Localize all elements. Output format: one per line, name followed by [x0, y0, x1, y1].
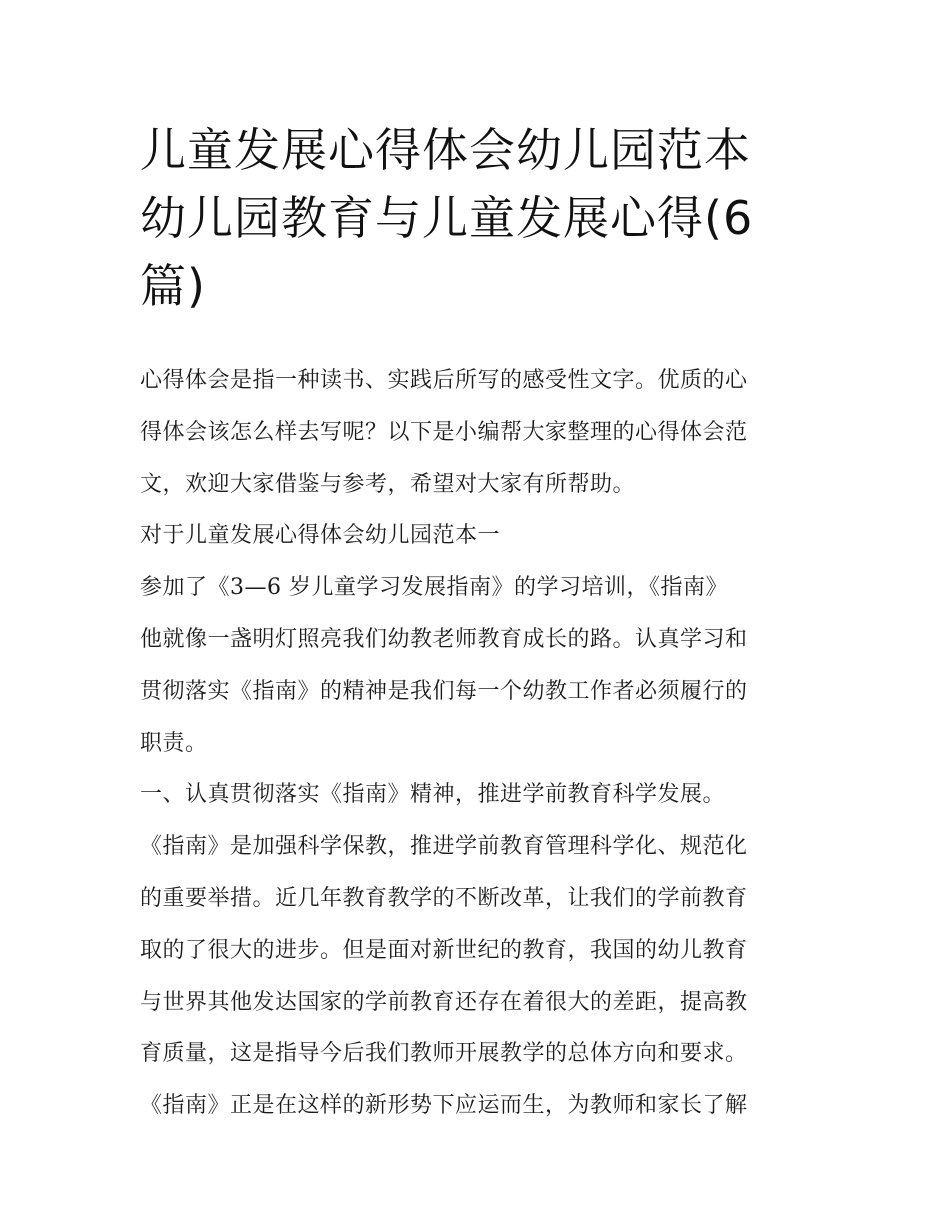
text-line: 的重要举措。近几年教育教学的不断改革，让我们的学前教育: [140, 885, 748, 911]
title-line-2: 幼儿园教育与儿童发展心得(6: [140, 191, 754, 245]
document-body: [140, 355, 812, 1132]
text-line: 参加了《3—6 岁儿童学习发展指南》的学习培训，《指南》: [140, 575, 728, 601]
intro-paragraph: [140, 355, 812, 510]
text-line: 取的了很大的进步。但是面对新世纪的教育，我国的幼儿教育: [140, 937, 748, 963]
subsection-heading: [140, 769, 812, 821]
text-line: 《指南》是加强科学保教，推进学前教育管理科学化、规范化: [140, 834, 748, 860]
body-paragraph: [140, 821, 812, 1132]
text-line: 职责。: [140, 730, 208, 756]
title-line-3: 篇): [140, 259, 206, 313]
text-line: 育质量，这是指导今后我们教师开展教学的总体方向和要求。: [140, 1041, 748, 1067]
text-line: 文，欢迎大家借鉴与参考，希望对大家有所帮助。: [140, 471, 636, 497]
text-line: 对于儿童发展心得体会幼儿园范本一: [140, 523, 501, 549]
section-heading: [140, 510, 812, 562]
text-line: 《指南》正是在这样的新形势下应运而生，为教师和家长了解: [140, 1093, 748, 1119]
text-line: 贯彻落实《指南》的精神是我们每一个幼教工作者必须履行的: [140, 678, 748, 704]
title-line-1: 儿童发展心得体会幼儿园范本: [140, 123, 751, 177]
text-line: 得体会该怎么样去写呢？以下是小编帮大家整理的心得体会范: [140, 419, 748, 445]
text-line: 与世界其他发达国家的学前教育还存在着很大的差距，提高教: [140, 989, 748, 1015]
text-line: 心得体会是指一种读书、实践后所写的感受性文字。优质的心: [140, 368, 748, 393]
body-paragraph: [140, 562, 812, 769]
document-page: [140, 0, 812, 1229]
document-title: [140, 116, 812, 320]
text-line: 一、认真贯彻落实《指南》精神，推进学前教育科学发展。: [140, 782, 726, 808]
text-line: 他就像一盏明灯照亮我们幼教老师教育成长的路。认真学习和: [140, 626, 748, 652]
